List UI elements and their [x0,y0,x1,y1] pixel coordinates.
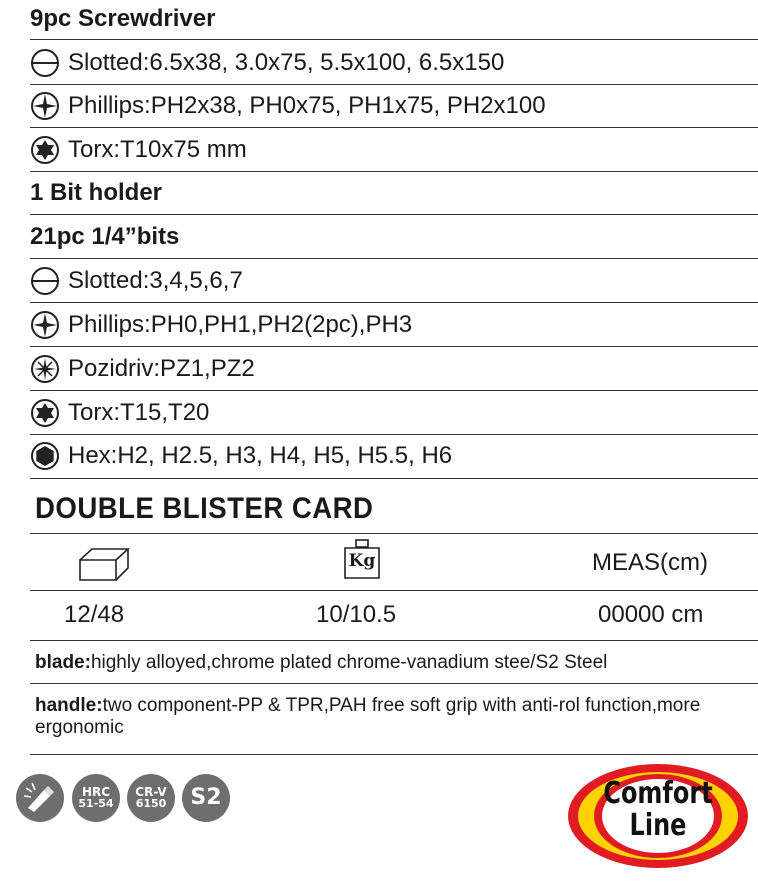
divider [30,754,758,755]
phillips-icon [30,91,60,121]
bits-heading: 21pc 1/4”bits [30,223,180,250]
weight-value: 10/10.5 [316,601,397,628]
divider [30,590,758,591]
bits-phillips-text: Phillips:PH0,PH1,PH2(2pc),PH3 [68,311,413,338]
hrc-badge [72,774,120,822]
divider [30,127,758,128]
logo-line2: Line [629,808,687,843]
weight-icon-label: Kg [348,551,376,571]
handle-text: two component-PP & TPR,PAH free soft grip with anti-rol function,more ergonomic [35,695,701,738]
blade-text: highly alloyed,chrome plated chrome-vanadium stee/S2 Steel [90,652,608,673]
magnet-icon [22,780,58,816]
carton-box-icon [78,546,130,582]
meas-label: MEAS(cm) [592,549,708,576]
handle-label: handle: [35,695,103,716]
bits-hex-row [30,437,758,475]
pozidriv-icon [30,354,60,384]
bit-holder-heading: 1 Bit holder [30,179,163,206]
divider [30,214,758,215]
crv-badge-line1: CR-V [135,785,167,799]
divider [30,84,758,85]
blade-note [35,652,735,674]
bits-slotted-text: Slotted:3,4,5,6,7 [68,267,243,294]
bits-torx-row [30,394,758,432]
screwdriver-phillips-text: Phillips:PH2x38, PH0x75, PH1x75, PH2x100 [68,92,546,119]
magnetic-tip-badge [16,774,64,822]
divider [30,171,758,172]
divider [30,39,758,40]
bits-hex-text: Hex:H2, H2.5, H3, H4, H5, H5.5, H6 [68,442,453,469]
screwdriver-torx-text: Torx:T10x75 mm [68,136,247,163]
logo-line1: Comfort [603,776,713,811]
hrc-badge-line2: 51-54 [78,797,114,810]
torx-icon [30,135,60,165]
divider [30,302,758,303]
torx-icon [30,398,60,428]
carton-value: 12/48 [64,601,125,628]
divider [30,346,758,347]
phillips-icon [30,310,60,340]
screwdriver-slotted-row [30,44,758,82]
slotted-icon [30,48,60,78]
bits-slotted-row [30,262,758,300]
divider [30,683,758,684]
divider [30,478,758,479]
divider [30,434,758,435]
divider [30,533,758,534]
blade-label: blade: [35,652,91,673]
hrc-badge-line1: HRC [81,785,111,799]
comfort-line-logo-text [584,778,731,842]
divider [30,258,758,259]
bits-phillips-row [30,306,758,344]
screwdriver-phillips-row [30,87,758,125]
divider [30,390,758,391]
bits-torx-text: Torx:T15,T20 [68,399,210,426]
crv-badge-line2: 6150 [135,797,167,810]
screwdriver-slotted-text: Slotted:6.5x38, 3.0x75, 5.5x100, 6.5x150 [68,49,505,76]
bits-pozidriv-text: Pozidriv:PZ1,PZ2 [68,355,255,382]
s2-badge-label: S2 [190,785,222,810]
handle-note [35,695,735,739]
screwdriver-heading: 9pc Screwdriver [30,5,216,32]
slotted-icon [30,266,60,296]
crv-badge [127,774,175,822]
divider [30,640,758,641]
screwdriver-torx-row [30,131,758,169]
bits-pozidriv-row [30,350,758,388]
packaging-title: DOUBLE BLISTER CARD [35,492,374,525]
s2-badge [182,774,230,822]
hex-icon [30,441,60,471]
meas-value: 00000 cm [598,601,704,628]
